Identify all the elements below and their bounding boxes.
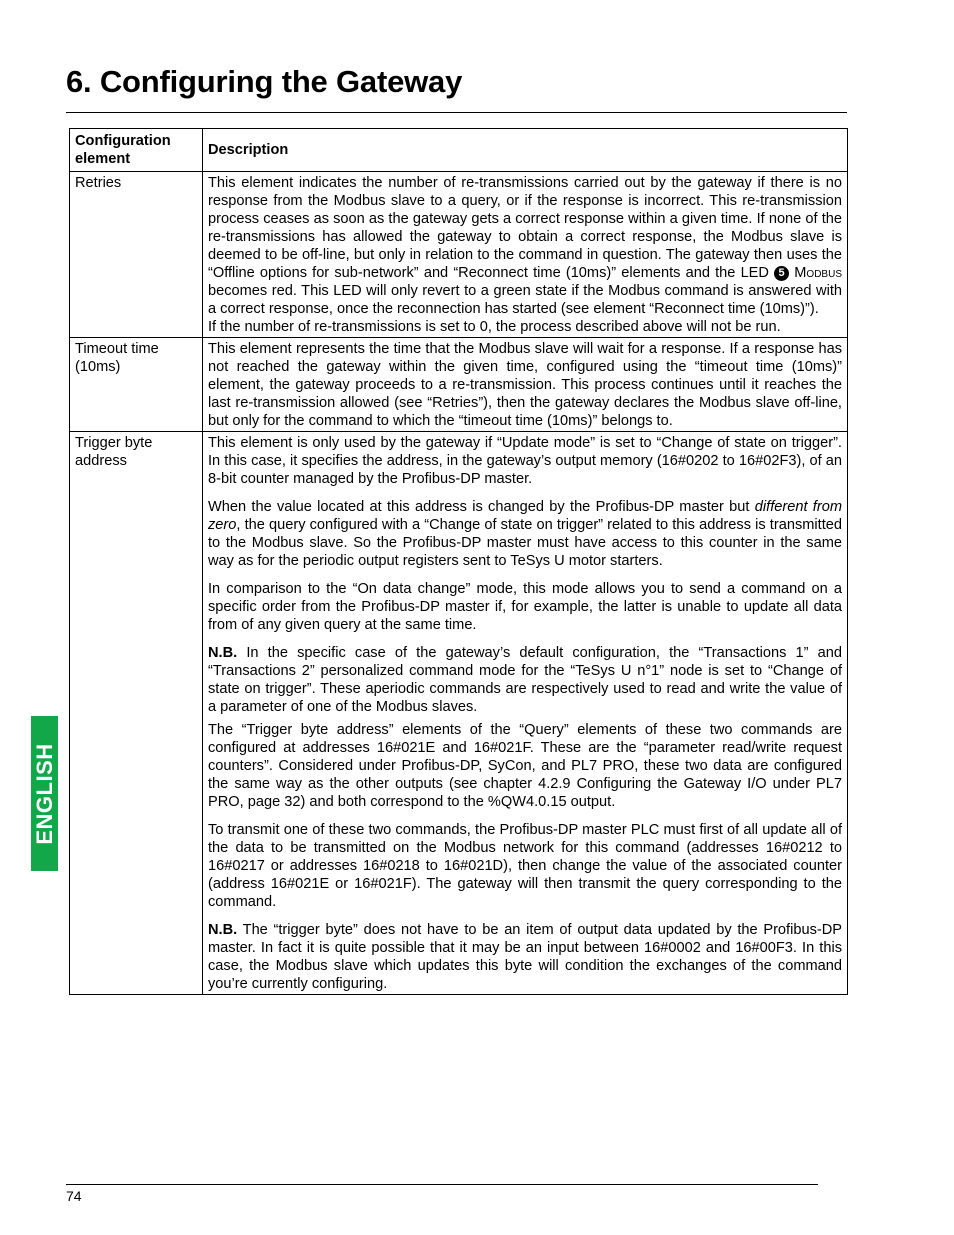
trigger-paragraph-3: In comparison to the “On data change” mode, this mode allows you to send a command on a specific order from the Profibus-DP master if, for example, the latter is unable to update all data from of any given query at the same time. — [208, 581, 842, 633]
language-label: ENGLISH — [31, 742, 57, 845]
trigger-p2-text-a: When the value located at this address is changed by the Profibus-DP master but — [208, 499, 750, 515]
element-timeout: Timeout time (10ms) — [70, 338, 203, 432]
trigger-nb-label-2: N.B. — [208, 922, 238, 938]
title-divider — [66, 112, 847, 113]
trigger-paragraph-4 — [208, 644, 842, 716]
trigger-p2-text-b: , the query configured with a “Change of state on trigger” related to this address is transmitted to the Modbus slave. So the Profibus-DP master must have access to this counter in the same way as for the periodic output registers sent to TeSys U motor starters. — [208, 517, 842, 569]
description-timeout — [203, 338, 848, 432]
retries-paragraph-2: If the number of re-transmissions is set to 0, the process described above will not be run. — [208, 319, 781, 335]
retries-text-a: This element indicates the number of re-transmissions carried out by the gateway if there is no response from the Modbus slave to a query, or if the response is incorrect. This re-transmission process ceases as soon as the gateway gets a correct response within a given time. If none of the re-transmissions has allowed the gateway to obtain a correct response, the Modbus slave is deemed to be off-line, but only in relation to the command in question. The gateway then uses the “Offline options for sub-network” and “Reconnect time (10ms)” elements and the LED — [208, 175, 842, 281]
trigger-paragraph-2 — [208, 498, 842, 570]
trigger-p7-text: The “trigger byte” does not have to be an item of output data updated by the Profibus-DP master. In fact it is quite possible that it may be an input between 16#0002 and 16#00F3. In this case, the Modbus slave which updates this byte will condition the exchanges of the command you’re currently configuring. — [208, 922, 843, 992]
trigger-p2-emphasis: different from zero — [208, 499, 842, 533]
trigger-paragraph-1: This element is only used by the gateway if “Update mode” is set to “Change of state on trigger”. In this case, it specifies the address, in the gateway’s output memory (16#0202 to 16#02F3), of an 8-bit counter managed by the Profibus-DP master. — [208, 435, 842, 487]
language-side-tab — [31, 716, 58, 871]
page-number: 74 — [66, 1188, 82, 1204]
led-number-icon: 5 — [774, 266, 789, 281]
trigger-paragraph-7 — [208, 921, 842, 993]
timeout-paragraph-1: This element represents the time that the Modbus slave will wait for a response. If a response has not reached the gateway within the given time, configured using the “timeout time (10ms)” element, the gateway proceeds to a re-transmission. This process continues until it reaches the last re-transmission allowed (see “Retries”), then the gateway declares the Modbus slave off-line, but only for the command to which the “timeout time (10ms)” belongs to. — [208, 341, 842, 429]
description-retries — [203, 172, 848, 338]
configuration-table — [69, 128, 848, 995]
element-retries: Retries — [70, 172, 203, 338]
table-row-timeout — [70, 338, 848, 432]
trigger-nb-label-1: N.B. — [208, 645, 238, 661]
led-name: Modbus — [794, 265, 842, 281]
element-trigger: Trigger byte address — [70, 432, 203, 995]
trigger-paragraph-6: To transmit one of these two commands, the Profibus-DP master PLC must first of all update all of the data to be transmitted on the Modbus network for this command (addresses 16#0212 to 16#0217 or addresses 16#0218 to 16#021D), then change the value of the associated counter (address 16#021E or 16#021F). The gateway will then transmit the query corresponding to the command. — [208, 822, 842, 910]
retries-text-b: becomes red. This LED will only revert to a green state if the Modbus command is answered with a correct response, once the reconnection has started (see element “Reconnect time (10ms)”). — [208, 283, 842, 317]
retries-paragraph-1 — [208, 174, 842, 318]
trigger-paragraph-5: The “Trigger byte address” elements of the “Query” elements of these two commands are configured at addresses 16#021E and 16#021F. These are the “parameter read/write request counters”. Considered under Profibus-DP, SyCon, and PL7 PRO, these two data are configured the same way as the other outputs (see chapter 4.2.9 Configuring the Gateway I/O under PL7 PRO, page 32) and both correspond to the %QW4.0.15 output. — [208, 722, 842, 810]
table-row-trigger — [70, 432, 848, 995]
header-configuration-element: Configuration element — [70, 129, 203, 172]
table-row-retries — [70, 172, 848, 338]
page-title: 6. Configuring the Gateway — [66, 64, 463, 99]
table-header-row — [70, 129, 848, 172]
footer-divider — [66, 1184, 818, 1185]
trigger-p4-text: In the specific case of the gateway’s default configuration, the “Transactions 1” and “Transactions 2” personalized command mode for the “TeSys U n°1” node is set to “Change of state on trigger”. These aperiodic commands are respectively used to read and write the value of a parameter of one of the Modbus slaves. — [208, 645, 842, 715]
description-trigger — [203, 432, 848, 995]
header-description: Description — [203, 129, 848, 172]
